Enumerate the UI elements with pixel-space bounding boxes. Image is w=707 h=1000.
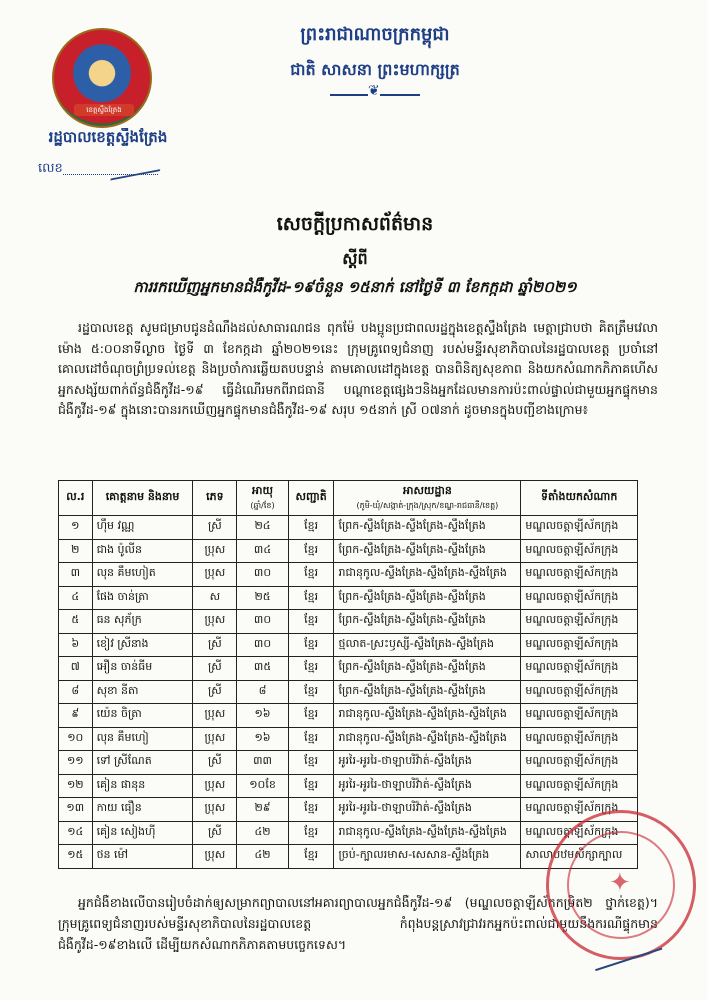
table-header-row bbox=[59, 481, 638, 516]
cell-sex: ស្រី bbox=[193, 516, 237, 540]
seal-star-icon: ✦ bbox=[609, 868, 631, 898]
cell-age: ២៩ bbox=[237, 798, 288, 822]
reference-number bbox=[38, 160, 188, 179]
closing-paragraph: អ្នកជំងឺខាងលើបានរៀបចំដាក់ឲ្យសម្រាកព្យាបាលនៅអគារព្យាបាលអ្នកជំងឺកូវីដ-១៩ (មណ្ឌលចត្តាឡីស័កកម្រិត២ ថ្នាក់ខេត្ត)។ ក្រុមគ្រូពេទ្យជំនាញរបស់មន្ទីរសុខាភិបាលនៃរដ្ឋបាលខេត្ត កំពុងបន្តស្រាវជ្រាវរកអ្នកប៉ះពាល់ជាមួយនឹងករណីផ្ទុកមានជំងឺកូវីដ-១៩ខាងលើ ដើម្បីយកសំណាកភិភាគតាមបច្ចេកទេស។ bbox=[58, 895, 658, 952]
table-row bbox=[59, 516, 638, 540]
cell-sample-place: មណ្ឌលចត្តាឡីស័កក្រុង bbox=[521, 798, 638, 822]
cell-nationality: ខ្មែរ bbox=[288, 586, 334, 610]
cell-age: ២៥ bbox=[237, 586, 288, 610]
table-row bbox=[59, 563, 638, 587]
cell-sample-place: មណ្ឌលចត្តាឡីស័កក្រុង bbox=[521, 751, 638, 775]
cell-age: ១៦ bbox=[237, 704, 288, 728]
table-row bbox=[59, 680, 638, 704]
cell-name: អឿន ចាន់ធីម bbox=[92, 657, 193, 681]
cell-sample-place: មណ្ឌលចត្តាឡីស័កក្រុង bbox=[521, 680, 638, 704]
cell-address: រាជានុកូល-ស្ទឹងត្រែង-ស្ទឹងត្រែង-ស្ទឹងត្រែង bbox=[334, 727, 521, 751]
table-body bbox=[59, 516, 638, 869]
table-row bbox=[59, 798, 638, 822]
ref-label: លេខ bbox=[38, 161, 63, 176]
cell-no: ៨ bbox=[59, 680, 93, 704]
announcement-title: សេចក្តីប្រកាសព័ត៌មាន bbox=[276, 213, 434, 235]
cell-age: ៣០ bbox=[237, 563, 288, 587]
header-sample-place: ទីតាំងយកសំណាក bbox=[521, 481, 638, 516]
header-address bbox=[334, 481, 521, 516]
cell-nationality: ខ្មែរ bbox=[288, 657, 334, 681]
cell-age: ៣០ bbox=[237, 610, 288, 634]
table-row bbox=[59, 704, 638, 728]
cell-name: គៀន សៀងហ៊ី bbox=[92, 821, 193, 845]
cell-sample-place: មណ្ឌលចត្តាឡីស័កក្រុង bbox=[521, 563, 638, 587]
cell-sex: ស្រី bbox=[193, 633, 237, 657]
cell-age: ៨ bbox=[237, 680, 288, 704]
cell-nationality: ខ្មែរ bbox=[288, 680, 334, 704]
announcement-topic: ការរកឃើញអ្នកមានជំងឺកូវីដ-១៩ចំនួន ១៥នាក់ នៅថ្ងៃទី ៣ ខែកក្កដា ឆ្នាំ២០២១ bbox=[133, 278, 577, 296]
cell-no: ៦ bbox=[59, 633, 93, 657]
cell-address: ព្រែក-ស្ទឹងត្រែង-ស្ទឹងត្រែង-ស្ទឹងត្រែង bbox=[334, 586, 521, 610]
cell-address: រាជានុកូល-ស្ទឹងត្រែង-ស្ទឹងត្រែង-ស្ទឹងត្រែង bbox=[334, 821, 521, 845]
cell-no: ១៥ bbox=[59, 845, 93, 869]
cell-nationality: ខ្មែរ bbox=[288, 798, 334, 822]
cell-name: ថន ម៉ៅ bbox=[92, 845, 193, 869]
emblem-logo bbox=[52, 28, 152, 128]
cell-age: ៣៥ bbox=[237, 657, 288, 681]
cell-name: ធន សុភ័ក្រ bbox=[92, 610, 193, 634]
cell-age: ២៤ bbox=[237, 516, 288, 540]
cell-no: ៧ bbox=[59, 657, 93, 681]
kingdom-line-2: ជាតិ សាសនា ព្រះមហាក្សត្រ bbox=[290, 60, 460, 79]
handwritten-tick bbox=[110, 152, 167, 181]
cell-sex: ប្រុស bbox=[193, 845, 237, 869]
cell-no: ១ bbox=[59, 516, 93, 540]
cell-sex: ប្រុស bbox=[193, 610, 237, 634]
ornament-divider bbox=[330, 89, 420, 99]
cell-address: ព្រែក-ស្ទឹងត្រែង-ស្ទឹងត្រែង-ស្ទឹងត្រែង bbox=[334, 539, 521, 563]
cell-nationality: ខ្មែរ bbox=[288, 633, 334, 657]
cases-table bbox=[58, 480, 638, 869]
org-name: រដ្ឋបាលខេត្តស្ទឹងត្រែង bbox=[48, 128, 168, 146]
cell-name: ខៀវ ស្រីនាង bbox=[92, 633, 193, 657]
cell-sex: ប្រុស bbox=[193, 563, 237, 587]
cell-sex: ស bbox=[193, 586, 237, 610]
cell-nationality: ខ្មែរ bbox=[288, 539, 334, 563]
table-row bbox=[59, 610, 638, 634]
cell-nationality: ខ្មែរ bbox=[288, 774, 334, 798]
cell-nationality: ខ្មែរ bbox=[288, 563, 334, 587]
cell-address: ថ្មលាត-ស្រះឫស្សី-ស្ទឹងត្រែង-ស្ទឹងត្រែង bbox=[334, 633, 521, 657]
cell-nationality: ខ្មែរ bbox=[288, 751, 334, 775]
cell-sex: ប្រុស bbox=[193, 539, 237, 563]
cell-no: ១១ bbox=[59, 751, 93, 775]
cell-name: ទៅ ស្រីណែត bbox=[92, 751, 193, 775]
header-nationality: សញ្ជាតិ bbox=[288, 481, 334, 516]
cell-sample-place: មណ្ឌលចត្តាឡីស័កក្រុង bbox=[521, 774, 638, 798]
cell-sample-place: មណ្ឌលចត្តាឡីស័កក្រុង bbox=[521, 610, 638, 634]
cell-sample-place: មណ្ឌលចត្តាឡីស័កក្រុង bbox=[521, 539, 638, 563]
kingdom-line-1: ព្រះរាជាណាចក្រកម្ពុជា bbox=[300, 24, 450, 45]
cell-age: ៤២ bbox=[237, 821, 288, 845]
kingdom-header bbox=[200, 22, 550, 99]
cell-sample-place: មណ្ឌលចត្តាឡីស័កក្រុង bbox=[521, 633, 638, 657]
cell-name: សុខា នីតា bbox=[92, 680, 193, 704]
header-name: គោត្តនាម និងនាម bbox=[92, 481, 193, 516]
cell-address: អូររៃ-អូររៃ-ថាឡាបរិវ៉ាត់-ស្ទឹងត្រែង bbox=[334, 798, 521, 822]
cell-no: ១៤ bbox=[59, 821, 93, 845]
table-row bbox=[59, 539, 638, 563]
cell-sample-place: មណ្ឌលចត្តាឡីស័កក្រុង bbox=[521, 657, 638, 681]
cell-sample-place: មណ្ឌលចត្តាឡីស័កក្រុង bbox=[521, 586, 638, 610]
cell-no: ១៣ bbox=[59, 798, 93, 822]
table-row bbox=[59, 727, 638, 751]
cell-sex: ប្រុស bbox=[193, 798, 237, 822]
header-address-label: អាសយដ្ឋាន bbox=[402, 484, 452, 497]
cell-sex: ប្រុស bbox=[193, 727, 237, 751]
cell-no: ៩ bbox=[59, 704, 93, 728]
cell-name: លុន គឹមហៀ bbox=[92, 727, 193, 751]
cell-sample-place: មណ្ឌលចត្តាឡីស័កក្រុង bbox=[521, 821, 638, 845]
cell-age: ៣៤ bbox=[237, 539, 288, 563]
cell-sex: ប្រុស bbox=[193, 774, 237, 798]
cell-address: អូររៃ-អូររៃ-ថាឡាបរិវ៉ាត់-ស្ទឹងត្រែង bbox=[334, 774, 521, 798]
intro-paragraph: រដ្ឋបាលខេត្ត សូមជម្រាបជូនដំណឹងដល់សាធារណជន ពុកម៉ែ បងប្អូនប្រជាពលរដ្ឋក្នុងខេត្តស្ទឹងត្រែង មេត្តាជ្រាបថា គិតត្រឹមវេលាម៉ោង ៥:០០នាទីល្ងាច ថ្ងៃទី ៣ ខែកក្កដា ឆ្នាំ២០២១នេះ ក្រុមគ្រូពេទ្យជំនាញ របស់មន្ទីរសុខាភិបាលនៃរដ្ឋបាលខេត្ត ប្រចាំនៅគោលដៅចំណុចព្រំប្រទល់ខេត្ត និងប្រចាំការឆ្លើយតបបន្ទាន់ តាមគោលដៅក្នុងខេត្ត បានពិនិត្យសុខភាព និងយកសំណាកភិភាគហើសអ្នកសង្ស័យពាក់ព័ន្ធជំងឺកូវីដ-១៩ ធ្វើដំណើរមកពីរាជធានី បណ្តាខេត្តផ្សេងៗនិងអ្នកដែលមានការប៉ះពាល់ផ្ទាល់ជាមួយអ្នកផ្ទុកមានជំងឺកូវីដ-១៩ ក្នុងនោះបានរកឃើញអ្នកផ្ទុកមានជំងឺកូវីដ-១៩ សរុប ១៥នាក់ ស្រី ០៧នាក់ ដូចមានក្នុងបញ្ជីខាងក្រោម៖ bbox=[58, 320, 658, 417]
cell-name: ផែង ចាន់ត្រា bbox=[92, 586, 193, 610]
table-row bbox=[59, 821, 638, 845]
cell-name: ហ៊ឹម វណ្ណ bbox=[92, 516, 193, 540]
cell-sample-place: មណ្ឌលចត្តាឡីស័កក្រុង bbox=[521, 704, 638, 728]
cell-sex: ស្រី bbox=[193, 657, 237, 681]
cell-sample-place: មណ្ឌលចត្តាឡីស័កក្រុង bbox=[521, 727, 638, 751]
table-row bbox=[59, 633, 638, 657]
cell-name: គៀន ផានុន bbox=[92, 774, 193, 798]
cell-sample-place: សាលាបឋមសិក្សាក្បាល bbox=[521, 845, 638, 869]
cell-no: ៣ bbox=[59, 563, 93, 587]
cell-sex: ស្រី bbox=[193, 751, 237, 775]
table-row bbox=[59, 657, 638, 681]
cell-no: ១០ bbox=[59, 727, 93, 751]
cell-sex: ប្រុស bbox=[193, 704, 237, 728]
cell-nationality: ខ្មែរ bbox=[288, 610, 334, 634]
cell-no: ២ bbox=[59, 539, 93, 563]
header-address-sub: (ភូមិ-ឃុំ/សង្កាត់-ក្រុង/ស្រុក/ខណ្ឌ-រាជធានី/ខេត្ត) bbox=[356, 501, 499, 510]
cell-nationality: ខ្មែរ bbox=[288, 821, 334, 845]
cell-nationality: ខ្មែរ bbox=[288, 727, 334, 751]
cell-sex: ស្រី bbox=[193, 821, 237, 845]
cell-no: ៥ bbox=[59, 610, 93, 634]
title-block bbox=[60, 212, 650, 300]
emblem-ribbon: ខេត្តស្ទឹងត្រែង bbox=[74, 104, 134, 116]
cell-age: ៣៣ bbox=[237, 751, 288, 775]
cell-nationality: ខ្មែរ bbox=[288, 845, 334, 869]
header-age-unit: (ឆ្នាំ/ខែ) bbox=[250, 501, 275, 510]
cell-age: ៣០ bbox=[237, 633, 288, 657]
table-row bbox=[59, 586, 638, 610]
cell-name: លុន គឹមហៀត bbox=[92, 563, 193, 587]
cell-sex: ស្រី bbox=[193, 680, 237, 704]
cell-address: ព្រែក-ស្ទឹងត្រែង-ស្ទឹងត្រែង-ស្ទឹងត្រែង bbox=[334, 680, 521, 704]
cell-nationality: ខ្មែរ bbox=[288, 704, 334, 728]
cell-address: ព្រែក-ស្ទឹងត្រែង-ស្ទឹងត្រែង-ស្ទឹងត្រែង bbox=[334, 657, 521, 681]
cell-name: យ៉េន ចិត្រា bbox=[92, 704, 193, 728]
table-row bbox=[59, 751, 638, 775]
cell-address: ព្រែក-ស្ទឹងត្រែង-ស្ទឹងត្រែង-ស្ទឹងត្រែង bbox=[334, 610, 521, 634]
cell-address: អូររៃ-អូររៃ-ថាឡាបរិវ៉ាត់-ស្ទឹងត្រែង bbox=[334, 751, 521, 775]
header-sex: ភេទ bbox=[193, 481, 237, 516]
cell-address: ព្រែក-ស្ទឹងត្រែង-ស្ទឹងត្រែង-ស្ទឹងត្រែង bbox=[334, 516, 521, 540]
cell-address: ច្រប់-ក្បាលរមាស-សេសាន-ស្ទឹងត្រែង bbox=[334, 845, 521, 869]
cell-name: កាយ ធឿន bbox=[92, 798, 193, 822]
cell-age: ១០ខែ bbox=[237, 774, 288, 798]
header-no: ល.រ bbox=[59, 481, 93, 516]
cell-name: ជាង ប៉ូលីន bbox=[92, 539, 193, 563]
cell-address: រាជានុកូល-ស្ទឹងត្រែង-ស្ទឹងត្រែង-ស្ទឹងត្រែង bbox=[334, 704, 521, 728]
cell-nationality: ខ្មែរ bbox=[288, 516, 334, 540]
cell-address: រាជានុកូល-ស្ទឹងត្រែង-ស្ទឹងត្រែង-ស្ទឹងត្រែង bbox=[334, 563, 521, 587]
cell-age: ១៦ bbox=[237, 727, 288, 751]
cell-sample-place: មណ្ឌលចត្តាឡីស័កក្រុង bbox=[521, 516, 638, 540]
header-age bbox=[237, 481, 288, 516]
cell-no: ៤ bbox=[59, 586, 93, 610]
table-row bbox=[59, 774, 638, 798]
cell-age: ៤២ bbox=[237, 845, 288, 869]
cell-no: ១២ bbox=[59, 774, 93, 798]
header-age-label: អាយុ bbox=[252, 484, 273, 497]
announcement-subtitle: ស្តីពី bbox=[342, 249, 368, 268]
